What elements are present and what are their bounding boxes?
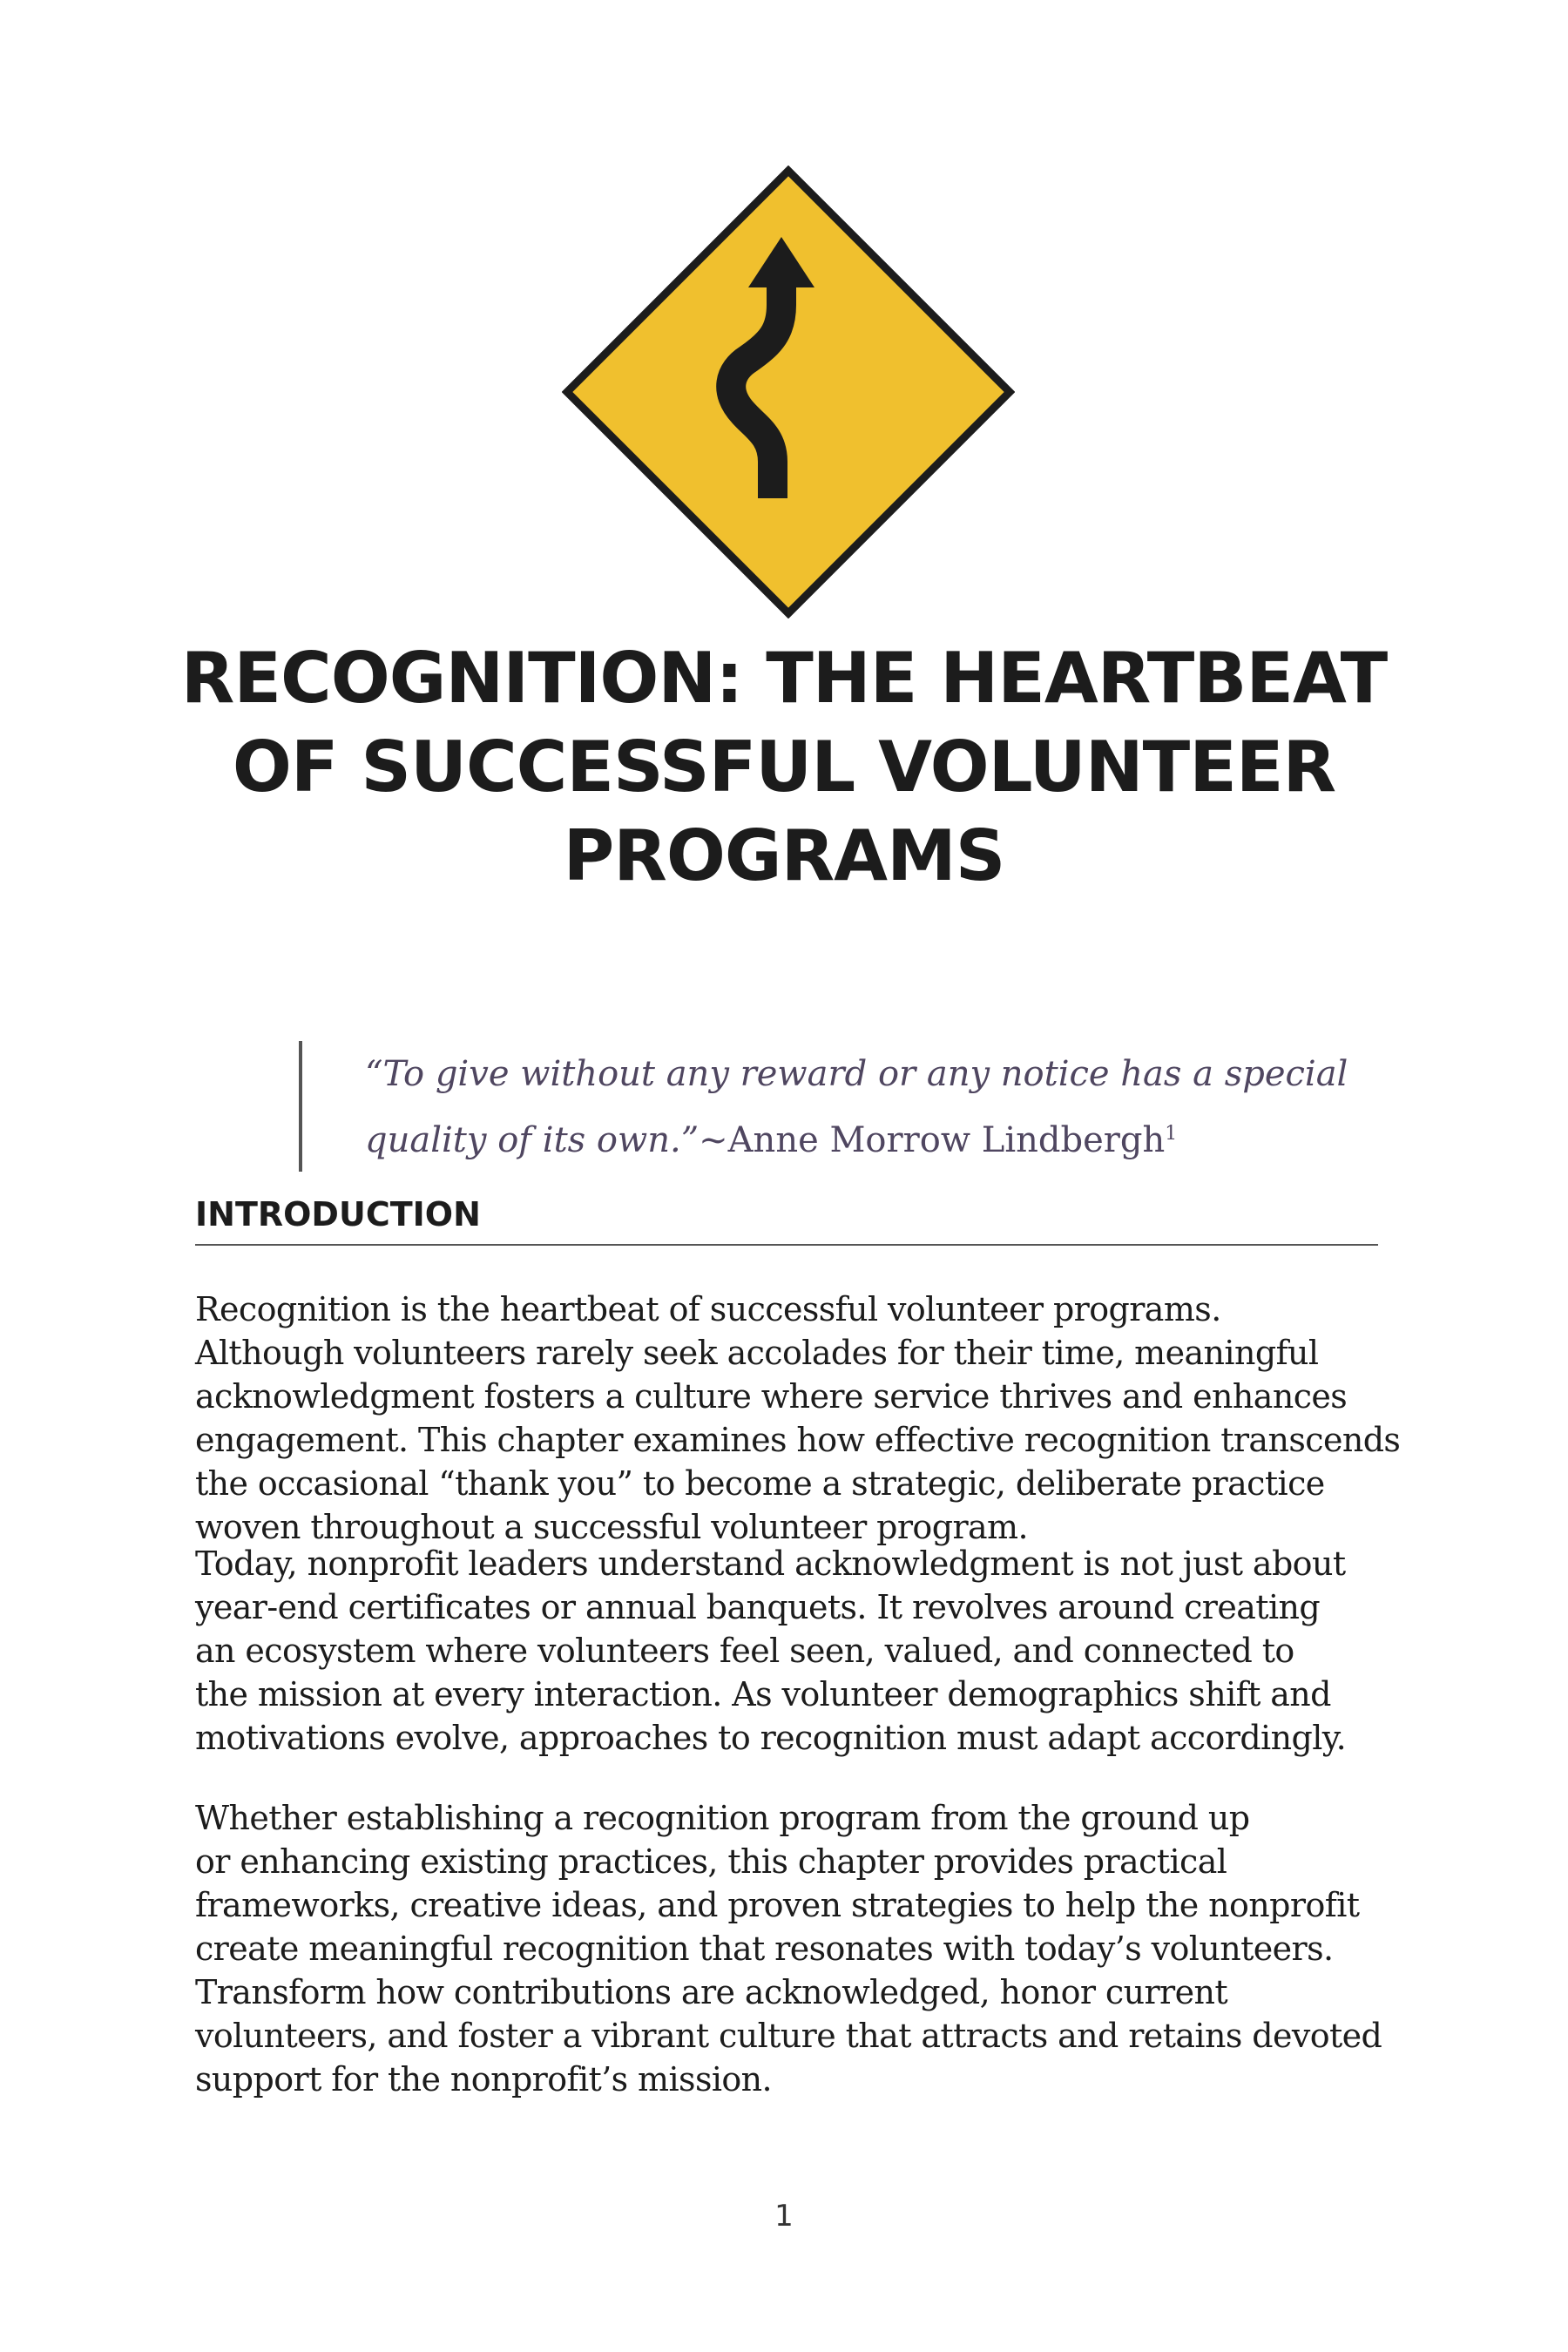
paragraph-line: frameworks, creative ideas, and proven strategies to help the nonprofit (195, 1886, 1360, 1924)
paragraph-line: acknowledgment fosters a culture where service thrives and enhances (195, 1377, 1348, 1416)
paragraph-line: Recognition is the heartbeat of successful volunteer programs. (195, 1290, 1221, 1328)
body-paragraph (195, 1542, 1415, 1760)
paragraph-line: engagement. This chapter examines how effective recognition transcends (195, 1421, 1401, 1459)
paragraph-line: the occasional “thank you” to become a strategic, deliberate practice (195, 1464, 1325, 1503)
page-number: 1 (774, 2199, 794, 2234)
paragraph-line: create meaningful recognition that resonates with today’s volunteers. (195, 1930, 1334, 1968)
footnote-marker: 1 (1165, 1123, 1178, 1145)
paragraph-line: motivations evolve, approaches to recognition must adapt accordingly. (195, 1719, 1347, 1757)
paragraph-line: Whether establishing a recognition program from the ground up (195, 1799, 1250, 1837)
quote-italic-text: quality of its own.” (365, 1120, 700, 1160)
body-paragraph (195, 1288, 1415, 1549)
winding-road-sign-icon (562, 166, 1015, 618)
paragraph-line: an ecosystem where volunteers feel seen, valued, and connected to (195, 1632, 1294, 1670)
section-heading: INTRODUCTION (195, 1192, 1378, 1246)
quote-attribution: ~Anne Morrow Lindbergh (699, 1120, 1166, 1160)
sign-diamond (567, 171, 1010, 613)
epigraph-quote (299, 1041, 1396, 1172)
quote-line: “To give without any reward or any notice has a special (365, 1054, 1348, 1094)
title-line: PROGRAMS (563, 815, 1005, 896)
title-line: RECOGNITION: THE HEARTBEAT (180, 638, 1388, 719)
paragraph-line: Today, nonprofit leaders understand acknowledgment is not just about (195, 1544, 1346, 1583)
paragraph-line: woven throughout a successful volunteer program. (195, 1508, 1028, 1546)
paragraph-line: support for the nonprofit’s mission. (195, 2060, 773, 2099)
body-paragraph (195, 1796, 1415, 2101)
paragraph-line: or enhancing existing practices, this chapter provides practical (195, 1842, 1227, 1881)
paragraph-line: year-end certificates or annual banquets. It revolves around creating (195, 1588, 1321, 1626)
page-title (174, 634, 1394, 901)
paragraph-line: Although volunteers rarely seek accolades for their time, meaningful (195, 1334, 1319, 1372)
paragraph-line: the mission at every interaction. As volunteer demographics shift and (195, 1675, 1331, 1713)
title-line: OF SUCCESSFUL VOLUNTEER (232, 727, 1336, 808)
quote-line (365, 1107, 1396, 1173)
paragraph-line: Transform how contributions are acknowledged, honor current (195, 1973, 1228, 2011)
paragraph-line: volunteers, and foster a vibrant culture that attracts and retains devoted (195, 2017, 1382, 2055)
